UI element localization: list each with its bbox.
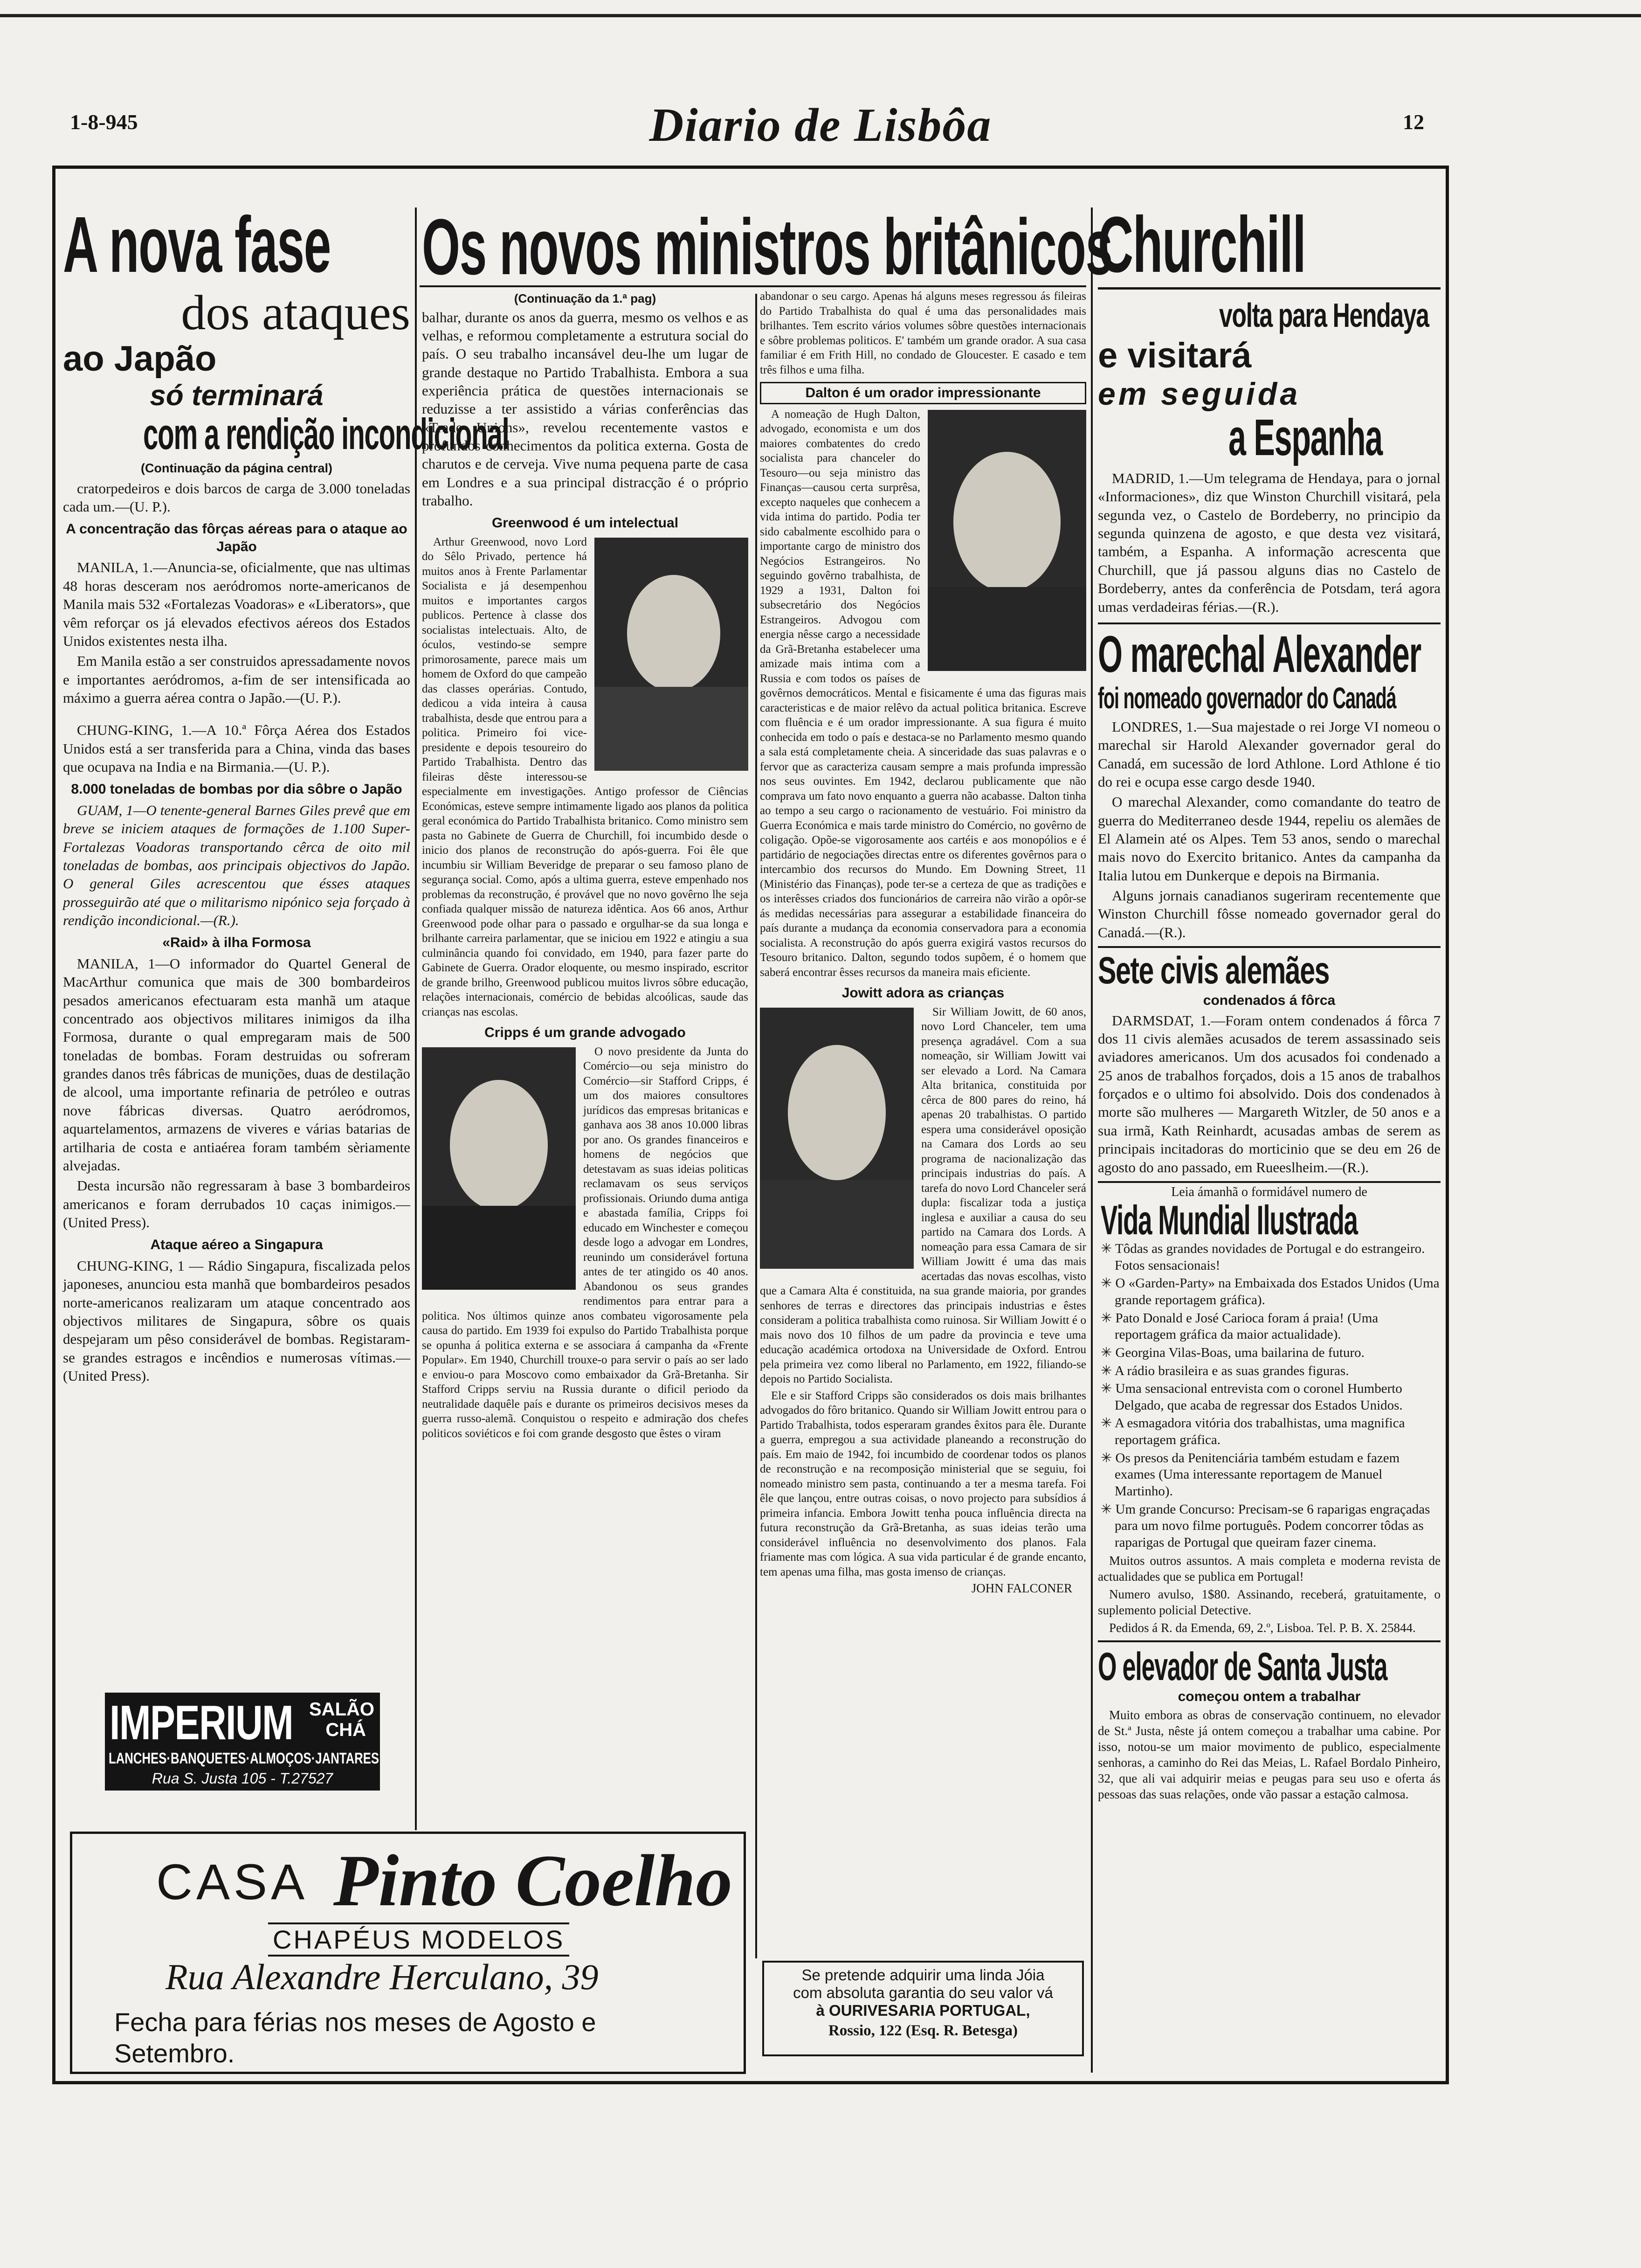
promo-bullet: ✳ Tôdas as grandes novidades de Portugal e do estrangeiro. Fotos sensacionais! <box>1101 1241 1425 1273</box>
casa-notice: Fecha para férias nos meses de Agosto e Setembro. <box>114 2007 596 2068</box>
paragraph: MANILA, 1—O informador do Quartel General de MacArthur comunica que mais de 300 bombardeiros pesados americanos efectuaram esta manhã um ataque concentrado aos objectivos militares inimigos da ilha Formosa, durante o qual empregaram mais de 500 toneladas de bombas. Foram destruidas ou sofreram grandes danos três fábricas de munições, duas de destilação de alcool, uma importante refinaria de petróleo e outras nove fábricas diversas. Quatro aeródromos, aquartelamentos, armazens de viveres e várias batarias de artilharia de costa e antiaérea foram também sèriamente alvejadas. <box>63 955 410 1174</box>
ad-line: com absoluta garantia do seu valor vá <box>793 1984 1053 2001</box>
headline-rule <box>420 285 1086 287</box>
paragraph: Muitos outros assuntos. A mais completa e moderna revista de actualidades que se publica em Portugal! <box>1098 1553 1441 1583</box>
paragraph: CHUNG-KING, 1.—A 10.ª Fôrça Aérea dos Estados Unidos está a ser transferida para a China, vinda das bases que ocupava na India e na Birmania.—(U. P.). <box>63 722 410 775</box>
paragraph: abandonar o seu cargo. Apenas há alguns meses regressou ás fileiras do Partido Trabalhista do qual é uma das personalidades mais brilhantes. Tem escrito vários volumes sôbre questões internacionais e sôbre problemas politicos. E' também um grande orador. A sua casa familiar é em Frith Hill, no condado de Gloucester. E casado e tem três filhos e uma filha. <box>760 290 1086 376</box>
byline: JOHN FALCONER <box>971 1581 1072 1595</box>
casa-line: CHAPÉUS MODELOS <box>268 1922 569 1957</box>
promo-bullets <box>1098 1241 1441 1551</box>
subheadline: condenados á fôrca <box>1203 993 1336 1009</box>
paragraph: Numero avulso, 1$80. Assinando, receberá, gratuitamente, o suplemento policial Detective. <box>1098 1587 1441 1617</box>
headline-ministros: Os novos ministros britânicos <box>422 203 1112 291</box>
subheading: A concentração das fôrças aéreas para o ataque ao Japão <box>66 521 407 554</box>
newspaper-title: Diario de Lisbôa <box>649 99 992 152</box>
imperium-tag: SALÃO <box>309 1699 374 1720</box>
page-number: 12 <box>1403 110 1424 134</box>
promo-title: Vida Mundial Ilustrada <box>1101 1196 1358 1243</box>
paragraph: Alguns jornais canadianos sugeriram recentemente que Winston Churchill fôsse nomeado governador geral do Canadá.—(R.). <box>1098 887 1441 940</box>
deck: e visitará <box>1098 336 1252 375</box>
paragraph: Desta incursão não regressaram à base 3 bombardeiros americanos e foram derrubados 10 caças inimigos.—(United Press). <box>63 1177 410 1231</box>
deck: com a rendição incondicional <box>143 409 509 458</box>
photo-greenwood <box>594 538 748 771</box>
deck: a Espanha <box>1228 409 1382 466</box>
article-ministros-left <box>422 289 748 1832</box>
subheading: Ataque aéreo a Singapura <box>150 1237 323 1253</box>
promo-bullet: ✳ Pato Donald e José Carioca foram á praia! (Uma reportagem gráfica da maior actualidade). <box>1101 1310 1379 1342</box>
promo-bullet: ✳ A rádio brasileira e as suas grandes figuras. <box>1101 1363 1349 1378</box>
paragraph: Arthur Greenwood, novo Lord do Sêlo Privado, pertence há muitos anos à Frente Parlamentar Socialista e já desempenhou muitos e importantes cargos publicos. Pertence à classe dos socialistas intelectuais. Alto, de óculos, vestindo-se sempre primorosamente, parece mais um homem de Oxford do que campeão das classes operárias. Contudo, dedicou a vida inteira à causa trabalhista, desde que entrou para a politica. Primeiro foi vice-presidente e depois tesoureiro do Partido Trabalhista. Dentro das fileiras dêste interessou-se especialmente em investigações. Antigo professor de Ciências Económicas, esteve sempre intimamente ligado aos planos da politica geral económica do Partido Trabalhista britanico. Como ministro sem pasta no Gabinete de Guerra de Churchill, foi incumbido desde o inicio dos planos de reconstrução do após-guerra. Foi êle que incumbiu sir William Beveridge de preparar o seu famoso plano de segurança social. Como, após a ultima guerra, esteve empenhado nos problemas da reconstrução, é provável que no novo govêrno lhe seja confiada qualquer missão de natureza idêntica. Aos 66 anos, Arthur Greenwood pode olhar para o passado e orgulhar-se da sua longa e brilhante carreira parlamentar, que se iniciou em 1922 e atingiu a sua culminância quando foi convidado, em 1940, para fazer parte do Gabinete de Guerra. Orador eloquente, ou mesmo inspirado, escritor de grande brilho, Greenwood publicou muitos livros sôbre educação, relações internacionais, comércio de bebidas alcoólicas, saude das crianças nas escolas. <box>422 535 748 1018</box>
paragraph: balhar, durante os anos da guerra, mesmo os velhos e as velhas, e reformou completamente a estrutura social do país. O seu trabalho incansável deu-lhe um lugar de grande destaque no Partido Trabalhista. Embora a sua experiência prática de questões internacionais se reduzisse a ter assistido a várias conferências das «Trade Unions», revelou recentemente vastos e profundos conhecimentos da politica externa. Gosta de charutos e de cerveja. Vive numa pequena parte de casa em Londres e a sua principal distracção é o próprio trabalho. <box>422 309 748 509</box>
paragraph: A nomeação de Hugh Dalton, advogado, economista e um dos maiores combatentes do credo socialista para chanceler do Tesouro—ou seja ministro das Finanças—causou certa surprêsa, excepto naqueles que conhecem a vida intima do partido. Podia ter sido cabalmente escolhido para o importante cargo de ministro dos Negócios Estrangeiros. No seguindo govêrno trabalhista, de 1929 a 1931, Dalton foi subsecretário dos Negócios Estrangeiros. Advogou com energia nêsse cargo a necessidade da Grã-Bretanha estabelecer uma amizade mais intima com a Russia e com todos os países de govêrnos democráticos. Mental e fisicamente é uma das figuras mais caracteristicas e de maior relêvo da actual politica britanica. Escreve com fluência e é um orador impressionante. A sua figura é muito conhecida em todo o país e destaca-se no Parlamento mesmo quando a sala está completamente cheia. A sinceridade das suas palavras e o fervor que as caracteriza causam sempre a mais profunda impressão nos seus ouvintes. Em 1942, declarou publicamente que não comprava um fato novo enquanto a guerra não acabasse. Dalton tinha ao tempo a seu cargo o racionamento de vestuário. Foi ministro da Guerra Económica e mais tarde ministro do Comércio, no govêrno de coligação. Opõe-se vigorosamente aos cartéis e aos monopólios e é partidário de negociações directas entre os diferentes govêrnos para o intercambio dos recursos do Mundo. Em Downing Street, 11 (Ministério das Finanças), pode ter-se a certeza de que as tradições e os interêsses criados dos funcionários de carreira não virão a opôr-se ás medidas necessárias para assegurar a estabilidade financeira do país durante a mudança da economia conservadora para a economia socialista. A reconstrução do após guerra exigirá vastos recursos do Tesouro britanico. Dalton, segundo todos supõem, é o homem que saberá encontrar êsses recursos da maneira mais eficiente. <box>760 408 1086 979</box>
promo-bullet: ✳ Georgina Vilas-Boas, uma bailarina de futuro. <box>1101 1345 1365 1360</box>
issue-date: 1-8-945 <box>70 110 138 134</box>
subheading: 8.000 toneladas de bombas por dia sôbre o Japão <box>71 781 402 797</box>
imperium-name: IMPERIUM <box>110 1696 293 1750</box>
paragraph: MADRID, 1.—Um telegrama de Hendaya, para o jornal «Informaciones», diz que Winston Churchill visitará, pela segunda vez, o Castelo de Bordeberry, no principio da segunda quinzena de agosto, e que desta vez visitará, também, a Espanha. A informação acrescenta que Churchill, que já passou alguns dias no Castelo de Bordeberry, antes da conferência de Potsdam, terá agora umas verdadeiras férias.—(R.). <box>1098 470 1441 615</box>
article-ministros-right <box>760 289 1086 1947</box>
headline: A nova fase <box>63 201 331 289</box>
paragraph: cratorpedeiros e dois barcos de carga de 3.000 toneladas cada um.—(U. P.). <box>63 480 410 515</box>
casa-brand: Pinto Coelho <box>333 1840 732 1922</box>
subheading: Cripps é um grande advogado <box>484 1025 686 1041</box>
promo-bullet: ✳ Um grande Concurso: Precisam-se 6 raparigas engraçadas para um novo filme português. Podem concorrer tôdas as raparigas de Portugal que queiram fazer cinema. <box>1101 1501 1430 1550</box>
deck: ao Japão <box>63 339 217 379</box>
paragraph: GUAM, 1—O tenente-general Barnes Giles prevê que em breve se iniciem ataques de formações de 1.100 Super-Fortalezas Voadoras transportando cêrca de oito mil toneladas de bombas, aos principais objectivos do Japão. O general Giles acrescentou que ésses ataques prosseguirão até que o militarismo nipónico seja forçado à rendição incondicional.—(R.). <box>63 802 410 929</box>
photo-cripps <box>422 1047 576 1290</box>
photo-dalton <box>928 410 1086 671</box>
deck: dos ataques <box>181 285 410 340</box>
paragraph: O marechal Alexander, como comandante do teatro de guerra do Mediterraneo desde 1944, repeliu os alemães de El Alamein até os Alpes. Tem 53 anos, sendo o marechal mais novo do Exercito britanico. Antes da campanha da Italia lutou em Dunkerque e depois na Birmania. <box>1098 794 1441 884</box>
column-right <box>1098 201 1441 2075</box>
subheadline: começou ontem a trabalhar <box>1178 1688 1361 1704</box>
deck: só terminará <box>150 380 324 412</box>
subheading: Dalton é um orador impressionante <box>760 382 1086 404</box>
imperium-services: LANCHES·BANQUETES·ALMOÇOS·JANTARES <box>109 1749 379 1767</box>
promo-bullet: ✳ O «Garden-Party» na Embaixada dos Estados Unidos (Uma grande reportagem gráfica). <box>1101 1276 1440 1307</box>
column-rule <box>1091 207 1093 2073</box>
continuation-note: (Continuação da página central) <box>140 461 333 475</box>
ad-address: Rossio, 122 (Esq. R. Betesga) <box>828 2022 1018 2039</box>
promo-bullet: ✳ A esmagadora vitória dos trabalhistas, uma magnifica reportagem gráfica. <box>1101 1416 1405 1448</box>
imperium-ad <box>105 1693 380 1791</box>
paragraph: CHUNG-KING, 1 — Rádio Singapura, fiscalizada pelos japoneses, anunciou esta manhã que bombardeiros pesados norte-americanos realizaram um ataque concentrado aos objectivos militares de Singapura, sôbre os quais despejaram um pêso considerável de bombas. Registaram-se grandes estragos e incêndios e numerosas vítimas.—(United Press). <box>63 1257 410 1384</box>
paragraph: Muito embora as obras de conservação continuem, no elevador de St.ª Justa, nêste já ontem começou a trabalhar uma cabine. Por isso, notou-se um maior movimento de publico, especialmente senhoras, a caminho do Rei das Meias, L. Rafael Bordalo Pinheiro, 32, que ali vai adquirir meias e peugas para seu uso e oferta ás pessoas das suas relações, onde vão passar a estação calmosa. <box>1098 1708 1441 1802</box>
headline-elevador: O elevador de Santa Justa <box>1098 1644 1387 1688</box>
imperium-tag: CHÁ <box>325 1720 366 1740</box>
subheading: Jowitt adora as crianças <box>841 985 1005 1001</box>
headline-civis: Sete civis alemães <box>1098 949 1329 992</box>
promo-bullet: ✳ Uma sensacional entrevista com o coronel Humberto Delgado, que acaba de regressar dos Estados Unidos. <box>1101 1381 1403 1413</box>
subheading: Greenwood é um intelectual <box>491 515 679 531</box>
top-rule <box>0 14 1641 17</box>
article-nova-fase <box>63 201 509 1786</box>
casa-name: CASA <box>156 1853 309 1910</box>
casa-address: Rua Alexandre Herculano, 39 <box>165 1957 599 1997</box>
rule <box>1098 622 1441 624</box>
paragraph: Ele e sir Stafford Cripps são considerados os dois mais brilhantes advogados do fôro britanico. Quando sir William Jowitt entrou para o Partido Trabalhista, todos esperaram grandes êxitos para êle. Durante a guerra, empregou a sua actividade planeando a reconstrução do país. Em maio de 1942, foi incumbido de coordenar todos os planos de reconstrução e na recomposição ministerial que se seguiu, foi nomeado ministro sem pasta, continuando a ter a mesma tarefa. Foi êle que lançou, entre outras coisas, o novo projecto para subsídios á primeira infancia. Embora Jowitt tenha pouca influência directa na futura reconstrução da Grã-Bretanha, as suas ideias terão uma considerável influência no desenvolvimento dos planos. Fala friamente mas com lógica. A sua vida particular é de grande encanto, tem apenas uma filha, mas gosta imenso de crianças. <box>760 1389 1086 1578</box>
subheading: «Raid» à ilha Formosa <box>162 935 311 951</box>
column-rule <box>755 294 757 1958</box>
ad-line: à OURIVESARIA PORTUGAL, <box>816 2002 1030 2019</box>
paragraph: O novo presidente da Junta do Comércio—ou seja ministro do Comércio—sir Stafford Cripps, é um dos maiores consultores jurídicos das empresas britanicas e ganhava aos 38 anos 10.000 libras por ano. Os grandes financeiros e homens de negócios que detestavam as suas ideias politicas reclamavam os seus serviços profissionais. Oriundo duma antiga e abastada família, Cripps foi educado em Winchester e começou desde logo a advogar em Londres, reunindo um considerável fortuna antes de ter atingido os 40 anos. Abandonou os seus grandes rendimentos para entrar para a politica. Nos últimos quinze anos combateu vigorosamente pela causa do partido. Em 1939 foi expulso do Partido Trabalhista porque se opunha á politica externa e se associara á campanha da «Frente Popular». Em 1940, Churchill trouxe-o para servir o país ao ser lado e enviou-o para Moscovo como embaixador da Grã-Bretanha. Sir Stafford Cripps serviu na Russia durante o dificil periodo da neutralidade daquêle país e durante os primeiros decisivos meses da guerra russo-alemã. Conquistou o respeito e admiração dos chefes politicos soviéticos e foi com grande desgosto que êstes o viram <box>422 1045 748 1440</box>
deck: em seguida <box>1098 376 1301 412</box>
promo-intro: Leia ámanhã o formidável numero de <box>1171 1184 1367 1199</box>
subheadline: foi nomeado governador do Canadá <box>1098 681 1396 715</box>
paragraph: DARMSDAT, 1.—Foram ontem condenados á fôrca 7 dos 11 civis alemães acusados de terem assassinado seis aviadores americanos. Um dos acusados foi condenado a 25 anos de trabalhos forçados, dois a 15 anos de trabalhos forçados e o ultimo foi absolvido. Dois dos condenados à morte são mulheres — Margareth Witzler, de 50 anos e a sua irmã, Kath Reinhardt, acusadas ambas de serem as principais incitadoras do morticinio que se deu em 26 de agosto do ano passado, em Rueeslheim.—(R.). <box>1098 1012 1441 1175</box>
casa-pinto-coelho-ad <box>70 1832 746 2074</box>
paragraph: Sir William Jowitt, de 60 anos, novo Lord Chanceler, tem uma presença agradável. Com a sua nomeação, sir William Jowitt vai ser elevado a Lord. Na Camara Alta britanica, constituida por cêrca de 800 pares do reino, há apenas 20 trabalhistas. O partido espera uma considerável oposição na Camara dos Lords ao seu programa de nacionalização das principais industrias do país. A tarefa do novo Lord Chanceler será dupla: fiscalizar toda a justiça inglesa e auxiliar a causa do seu partido na Camara dos Lords. A nomeação para essa Camara de sir William Jowitt é uma das mais acertadas das novas escolhas, visto que a Camara Alta é constituida, na sua grande maioria, por grandes senhores de terras e directores das principais industrias e êstes consideram a politica trabalhista como ruinosa. Sir William Jowitt é o mais novo dos 10 filhos de um padre da provincia e teve uma educação académica ortodoxa na Universidade de Oxford. Entrou pela primeira vez como liberal no Parlamento, em 1922, filiando-se depois no Partido Socialista. <box>760 1005 1086 1385</box>
continuation-note: (Continuação da 1.ª pag) <box>514 291 656 305</box>
promo-bullet: ✳ Os presos da Penitenciária também estudam e fazem exames (Uma interessante reportagem de Manuel Martinho). <box>1101 1450 1400 1499</box>
paragraph: LONDRES, 1.—Sua majestade o rei Jorge VI nomeou o marechal sir Harold Alexander governador geral do Canadá, em sucessão de lord Athlone. Lord Athlone é tio do rei e ocupa esse cargo desde 1940. <box>1098 718 1441 790</box>
deck: volta para Hendaya <box>1219 297 1429 334</box>
photo-jowitt <box>760 1008 914 1269</box>
paragraph: MANILA, 1.—Anuncia-se, oficialmente, que nas ultimas 48 horas desceram nos aeródromos norte-americanos de Manila mais 532 «Fortalezas Voadoras» e «Liberators», que vêm reforçar os já elevados efectivos aéreos dos Estados Unidos existentes nesta ilha. <box>63 559 410 649</box>
headline-alexander: O marechal Alexander <box>1098 625 1421 683</box>
rule <box>1098 287 1441 290</box>
vida-mundial-promo <box>1098 1181 1441 1642</box>
paragraph: Pedidos á R. da Emenda, 69, 2.º, Lisboa. Tel. P. B. X. 25844. <box>1109 1620 1416 1635</box>
paragraph: Em Manila estão a ser construidos apressadamente novos e importantes aeródromos, a-fim de ser intensificada ao máximo a guerra aérea contra o Japão.—(U. P.). <box>63 653 410 706</box>
rule <box>1098 946 1441 948</box>
ad-line: Se pretende adquirir uma linda Jóia <box>801 1966 1045 1984</box>
ourivesaria-ad <box>762 1961 1084 2056</box>
imperium-address: Rua S. Justa 105 - T.27527 <box>152 1770 333 1787</box>
headline-churchill: Churchill <box>1098 201 1306 289</box>
